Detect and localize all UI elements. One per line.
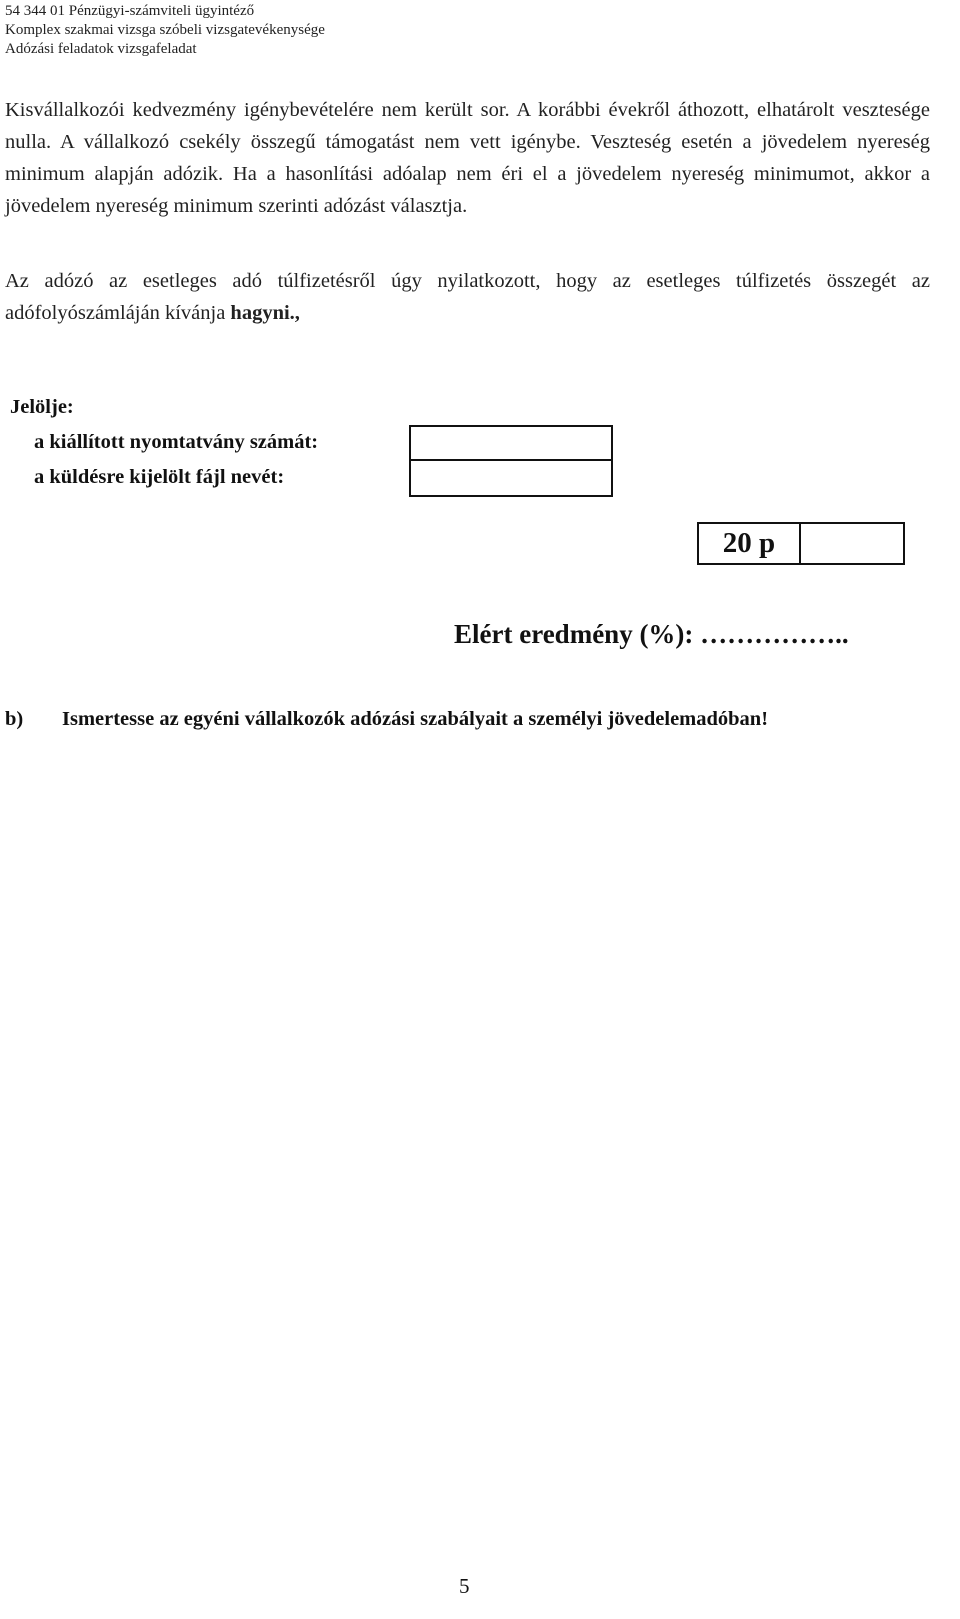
question-text: Ismertesse az egyéni vállalkozók adózási szabályait a személyi jövedelemadóban! bbox=[62, 708, 769, 730]
paragraph-overpayment-text: Az adózó az esetleges adó túlfizetésről úgy nyilatkozott, hogy az esetleges túlfizetés összegét az adófolyószámláján kívánja bbox=[5, 270, 930, 324]
score-points-label: 20 p bbox=[699, 524, 801, 563]
paragraph-overpayment bbox=[5, 265, 930, 329]
score-box bbox=[697, 522, 905, 565]
form-number-label: a kiállított nyomtatvány számát: bbox=[34, 431, 319, 453]
question-letter: b) bbox=[5, 708, 24, 730]
paragraph-tax-conditions: Kisvállalkozói kedvezmény igénybevételére nem került sor. A korábbi évekről áthozott, elhatárolt vesztesége nulla. A vállalkozó csekély összegű támogatást nem vett igénybe. Veszteség esetén a jövedelem nyereség minimum alapján adózik. Ha a hasonlítási adóalap nem éri el a jövedelem nyereség minimumot, akkor a jövedelem nyereség minimum szerinti adózást választja. bbox=[5, 99, 930, 217]
header-task-title: Adózási feladatok vizsgafeladat bbox=[5, 41, 197, 57]
score-achieved-field[interactable] bbox=[801, 524, 903, 563]
page-number: 5 bbox=[459, 1574, 470, 1598]
form-heading: Jelölje: bbox=[10, 396, 74, 418]
paragraph-overpayment-tail: hagyni., bbox=[230, 302, 300, 324]
result-percentage-label: Elért eredmény (%): …………….. bbox=[454, 619, 849, 649]
header-exam-type: Komplex szakmai vizsga szóbeli vizsgatevékenysége bbox=[5, 22, 325, 38]
page-header bbox=[5, 2, 325, 59]
header-exam-code: 54 344 01 Pénzügyi-számviteli ügyintéző bbox=[5, 3, 255, 19]
file-name-field[interactable] bbox=[409, 459, 613, 497]
file-name-label: a küldésre kijelölt fájl nevét: bbox=[34, 466, 285, 488]
question-b bbox=[5, 708, 768, 731]
form-number-field[interactable] bbox=[409, 425, 613, 462]
